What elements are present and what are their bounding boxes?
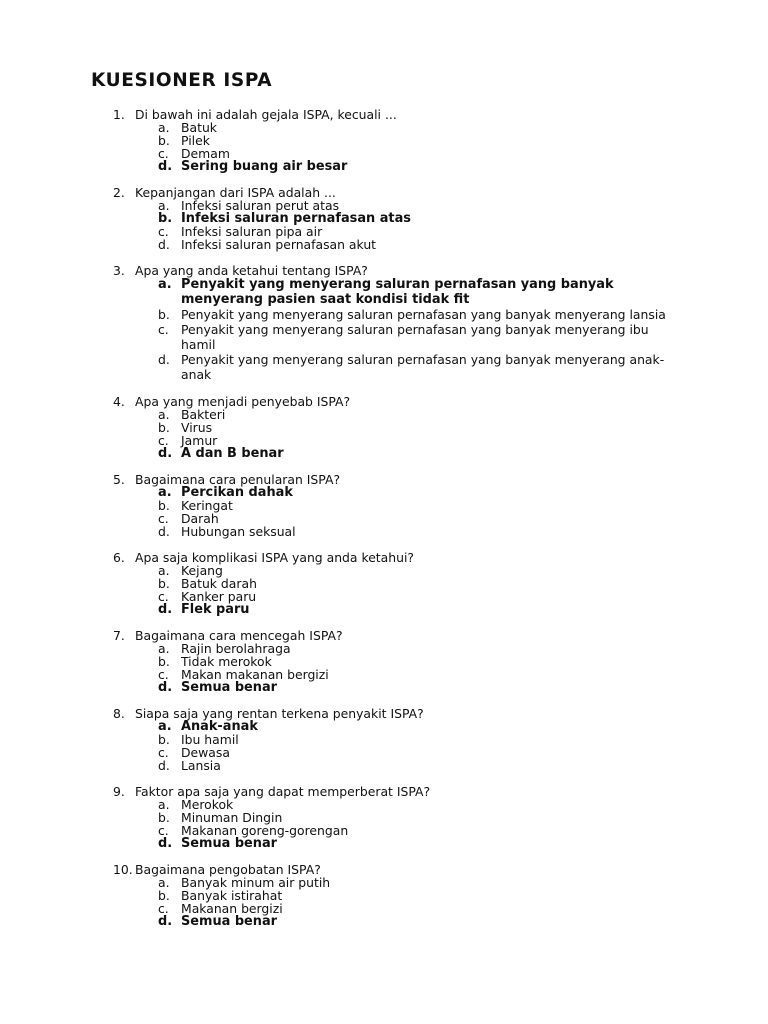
option-item	[0, 759, 768, 772]
question-text: Di bawah ini adalah gejala ISPA, kecuali ...	[135, 107, 397, 122]
option-letter: d.	[158, 237, 170, 252]
option-text: Sering buang air besar	[181, 159, 348, 174]
question-number: 5.	[113, 472, 125, 487]
option-item	[0, 352, 768, 382]
option-letter: a.	[158, 198, 170, 213]
question-item	[0, 863, 768, 928]
option-text: A dan B benar	[181, 446, 284, 461]
option-text: Penyakit yang menyerang saluran pernafasan yang banyak menyerang anak-anak	[181, 352, 665, 382]
option-letter: d.	[158, 914, 173, 929]
option-text: Keringat	[181, 498, 233, 513]
option-letter: c.	[158, 823, 169, 838]
question-item	[0, 785, 768, 850]
answer-option	[0, 837, 768, 850]
question-item	[0, 707, 768, 772]
option-text: Minuman Dingin	[181, 810, 283, 825]
option-list	[0, 564, 768, 616]
option-item	[0, 733, 768, 746]
question-text: Bagaimana pengobatan ISPA?	[135, 862, 321, 877]
option-item	[0, 655, 768, 668]
option-letter: b.	[158, 307, 170, 322]
question-item	[0, 629, 768, 694]
question-item	[0, 395, 768, 460]
option-letter: d.	[158, 758, 170, 773]
option-list	[0, 121, 768, 173]
option-item	[0, 121, 768, 134]
option-text: Dewasa	[181, 745, 230, 760]
option-item	[0, 225, 768, 238]
option-letter: c.	[158, 433, 169, 448]
option-text: Kejang	[181, 563, 223, 578]
option-letter: b.	[158, 133, 170, 148]
option-letter: d.	[158, 836, 173, 851]
question-text: Kepanjangan dari ISPA adalah ...	[135, 185, 336, 200]
option-letter: b.	[158, 498, 170, 513]
option-list	[0, 277, 768, 382]
option-letter: a.	[158, 407, 170, 422]
option-item	[0, 889, 768, 902]
option-letter: a.	[158, 875, 170, 890]
option-item	[0, 421, 768, 434]
question-number: 7.	[113, 628, 125, 643]
option-text: Semua benar	[181, 836, 278, 851]
question-text: Faktor apa saja yang dapat memperberat ISPA?	[135, 784, 431, 799]
option-text: Banyak minum air putih	[181, 875, 331, 890]
option-text: Infeksi saluran perut atas	[181, 198, 340, 213]
option-text: Demam	[181, 146, 230, 161]
option-text: Kanker paru	[181, 589, 257, 604]
answer-option	[0, 160, 768, 173]
option-text: Makanan bergizi	[181, 901, 283, 916]
option-text: Rajin berolahraga	[181, 641, 291, 656]
answer-option	[0, 212, 768, 225]
answer-option	[0, 486, 768, 499]
option-list	[0, 876, 768, 928]
option-letter: c.	[158, 901, 169, 916]
option-text: Tidak merokok	[181, 654, 272, 669]
option-text: Pilek	[181, 133, 210, 148]
option-text: Anak-anak	[181, 719, 258, 734]
option-list	[0, 408, 768, 460]
option-letter: b.	[158, 211, 173, 226]
option-text: Darah	[181, 511, 219, 526]
answer-option	[0, 447, 768, 460]
option-text: Flek paru	[181, 602, 250, 617]
question-number: 2.	[113, 185, 125, 200]
question-list	[0, 108, 768, 928]
option-letter: b.	[158, 810, 170, 825]
answer-option	[0, 915, 768, 928]
option-text: Banyak istirahat	[181, 888, 283, 903]
question-item	[0, 264, 768, 382]
option-text: Makan makanan bergizi	[181, 667, 329, 682]
option-text: Hubungan seksual	[181, 524, 296, 539]
option-text: Merokok	[181, 797, 234, 812]
answer-option	[0, 277, 768, 307]
option-item	[0, 322, 768, 352]
option-item	[0, 307, 768, 322]
option-letter: b.	[158, 654, 170, 669]
option-letter: b.	[158, 576, 170, 591]
question-number: 10.	[113, 862, 133, 877]
option-item	[0, 577, 768, 590]
document-title: KUESIONER ISPA	[91, 70, 273, 91]
question-text: Apa yang anda ketahui tentang ISPA?	[135, 263, 368, 278]
option-text: Infeksi saluran pernafasan akut	[181, 237, 377, 252]
answer-option	[0, 720, 768, 733]
option-letter: a.	[158, 641, 170, 656]
option-text: Penyakit yang menyerang saluran pernafasan yang banyak menyerang ibu hamil	[181, 322, 649, 352]
option-text: Percikan dahak	[181, 485, 293, 500]
option-item	[0, 642, 768, 655]
option-letter: a.	[158, 277, 172, 292]
question-item	[0, 108, 768, 173]
question-number: 4.	[113, 394, 125, 409]
option-list	[0, 798, 768, 850]
question-number: 8.	[113, 706, 125, 721]
option-item	[0, 408, 768, 421]
option-text: Batuk darah	[181, 576, 257, 591]
answer-option	[0, 603, 768, 616]
option-letter: d.	[158, 524, 170, 539]
option-letter: d.	[158, 446, 173, 461]
question-text: Siapa saja yang rentan terkena penyakit ISPA?	[135, 706, 424, 721]
option-letter: c.	[158, 511, 169, 526]
option-item	[0, 824, 768, 837]
option-letter: d.	[158, 602, 173, 617]
option-text: Ibu hamil	[181, 732, 239, 747]
option-item	[0, 902, 768, 915]
option-letter: a.	[158, 563, 170, 578]
question-number: 9.	[113, 784, 125, 799]
option-item	[0, 238, 768, 251]
option-item	[0, 746, 768, 759]
question-item	[0, 551, 768, 616]
option-item	[0, 811, 768, 824]
option-text: Lansia	[181, 758, 221, 773]
option-text: Penyakit yang menyerang saluran pernafasan yang banyak menyerang pasien saat kondisi tidak fit	[181, 277, 614, 307]
option-letter: d.	[158, 159, 173, 174]
option-list	[0, 642, 768, 694]
question-text: Apa yang menjadi penyebab ISPA?	[135, 394, 351, 409]
option-letter: c.	[158, 224, 169, 239]
option-letter: d.	[158, 680, 173, 695]
option-text: Makanan goreng-gorengan	[181, 823, 349, 838]
question-text: Bagaimana cara mencegah ISPA?	[135, 628, 343, 643]
option-letter: b.	[158, 420, 170, 435]
option-text: Semua benar	[181, 680, 278, 695]
question-number: 6.	[113, 550, 125, 565]
option-letter: a.	[158, 485, 172, 500]
option-letter: c.	[158, 589, 169, 604]
option-item	[0, 668, 768, 681]
option-text: Virus	[181, 420, 213, 435]
question-text: Bagaimana cara penularan ISPA?	[135, 472, 341, 487]
option-item	[0, 499, 768, 512]
option-list	[0, 199, 768, 251]
option-text: Semua benar	[181, 914, 278, 929]
option-letter: c.	[158, 146, 169, 161]
option-text: Batuk	[181, 120, 217, 135]
option-item	[0, 590, 768, 603]
question-text: Apa saja komplikasi ISPA yang anda ketahui?	[135, 550, 414, 565]
option-letter: a.	[158, 719, 172, 734]
option-letter: b.	[158, 888, 170, 903]
question-number: 1.	[113, 107, 125, 122]
option-letter: c.	[158, 745, 169, 760]
option-item	[0, 134, 768, 147]
option-item	[0, 798, 768, 811]
option-item	[0, 434, 768, 447]
option-item	[0, 564, 768, 577]
option-text: Penyakit yang menyerang saluran pernafasan yang banyak menyerang lansia	[181, 307, 666, 322]
answer-option	[0, 681, 768, 694]
option-letter: c.	[158, 322, 169, 337]
option-item	[0, 147, 768, 160]
option-letter: a.	[158, 797, 170, 812]
option-text: Jamur	[181, 433, 218, 448]
option-letter: a.	[158, 120, 170, 135]
option-list	[0, 720, 768, 772]
option-item	[0, 876, 768, 889]
question-item	[0, 186, 768, 251]
question-item	[0, 473, 768, 538]
option-item	[0, 525, 768, 538]
option-letter: d.	[158, 352, 170, 367]
option-item	[0, 512, 768, 525]
option-letter: c.	[158, 667, 169, 682]
option-text: Bakteri	[181, 407, 226, 422]
option-list	[0, 486, 768, 538]
option-text: Infeksi saluran pipa air	[181, 224, 323, 239]
question-number: 3.	[113, 263, 125, 278]
option-text: Infeksi saluran pernafasan atas	[181, 211, 411, 226]
option-letter: b.	[158, 732, 170, 747]
